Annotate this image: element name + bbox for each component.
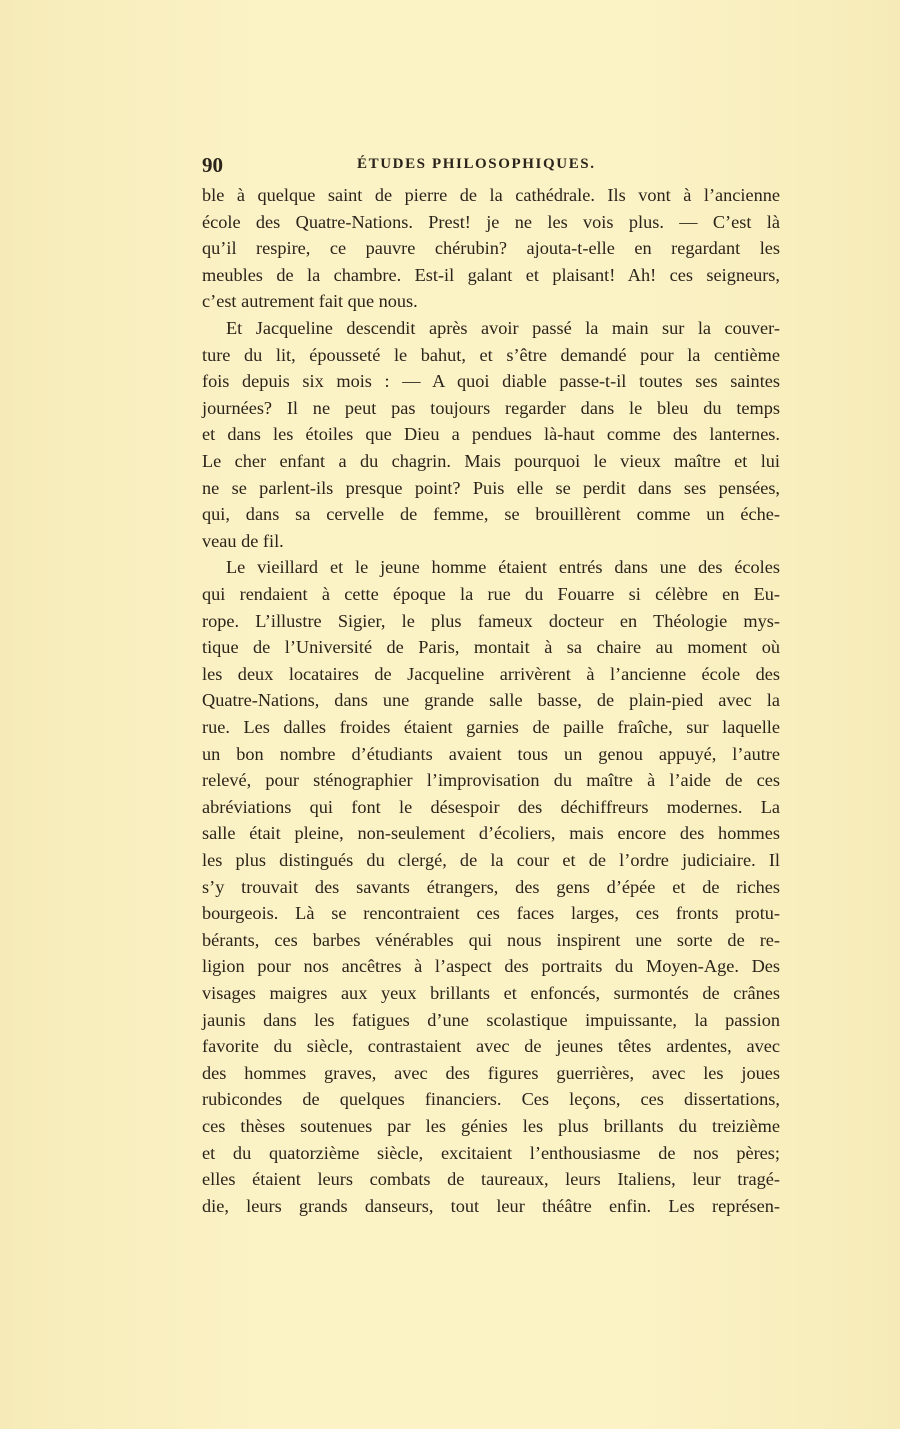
text-line: qui, dans sa cervelle de femme, se brouillèrent comme un éche- — [202, 504, 780, 525]
text-line: école des Quatre-Nations. Prest! je ne les vois plus. — C’est là — [202, 211, 780, 232]
text-line: Et Jacqueline descendit après avoir passé la main sur la couver- — [226, 318, 780, 338]
text-line: s’y trouvait des savants étrangers, des gens d’épée et de riches — [202, 876, 780, 897]
text-line: bourgeois. Là se rencontraient ces faces larges, ces fronts protu- — [202, 903, 780, 924]
text-line: des hommes graves, avec des figures guerrières, avec les joues — [202, 1062, 780, 1083]
text-line: salle était pleine, non-seulement d’écoliers, mais encore des hommes — [202, 823, 780, 844]
text-line: tique de l’Université de Paris, montait à sa chaire au moment où — [202, 637, 780, 658]
text-line: rue. Les dalles froides étaient garnies de paille fraîche, sur laquelle — [202, 717, 780, 737]
text-line: favorite du siècle, contrastaient avec de jeunes têtes ardentes, avec — [202, 1036, 780, 1057]
text-line: rubicondes de quelques financiers. Ces leçons, ces dissertations, — [202, 1089, 780, 1110]
text-line: journées? Il ne peut pas toujours regarder dans le bleu du temps — [202, 397, 780, 418]
text-line: et dans les étoiles que Dieu a pendues là-haut comme des lanternes. — [202, 424, 780, 445]
text-line: jaunis dans les fatigues d’une scolastique impuissante, la passion — [202, 1009, 780, 1030]
page-header — [202, 153, 780, 179]
text-line: qu’il respire, ce pauvre chérubin? ajouta-t-elle en regardant les — [202, 238, 780, 259]
text-line: ble à quelque saint de pierre de la cathédrale. Ils vont à l’ancienne — [202, 185, 780, 205]
running-title: ÉTUDES PHILOSOPHIQUES. — [357, 156, 596, 172]
text-line: Le cher enfant a du chagrin. Mais pourquoi le vieux maître et lui — [202, 451, 780, 471]
text-line: die, leurs grands danseurs, tout leur théâtre enfin. Les représen- — [202, 1195, 780, 1216]
text-line: ligion pour nos ancêtres à l’aspect des portraits du Moyen-Age. Des — [202, 956, 780, 977]
text-line: elles étaient leurs combats de taureaux, leurs Italiens, leur tragé- — [202, 1169, 780, 1190]
text-line: Quatre-Nations, dans une grande salle basse, de plain-pied avec la — [202, 690, 780, 711]
text-line: bérants, ces barbes vénérables qui nous inspirent une sorte de re- — [202, 929, 780, 950]
text-line: les plus distingués du clergé, de la cour et de l’ordre judiciaire. Il — [202, 850, 780, 870]
text-line: meubles de la chambre. Est-il galant et plaisant! Ah! ces seigneurs, — [202, 264, 780, 285]
text-line: ture du lit, épousseté le bahut, et s’être demandé pour la centième — [202, 344, 780, 365]
text-line: abréviations qui font le désespoir des déchiffreurs modernes. La — [202, 796, 780, 817]
text-line: qui rendaient à cette époque la rue du Fouarre si célèbre en Eu- — [202, 584, 780, 604]
text-line: et du quatorzième siècle, excitaient l’enthousiasme de nos pères; — [202, 1142, 780, 1163]
page-number: 90 — [202, 153, 223, 177]
text-line: visages maigres aux yeux brillants et enfoncés, surmontés de crânes — [202, 983, 780, 1003]
text-line: rope. L’illustre Sigier, le plus fameux docteur en Théologie mys- — [202, 610, 780, 631]
text-line: ne se parlent-ils presque point? Puis elle se perdit dans ses pensées, — [202, 477, 780, 498]
text-line: Le vieillard et le jeune homme étaient entrés dans une des écoles — [226, 557, 780, 578]
text-line: les deux locataires de Jacqueline arrivèrent à l’ancienne école des — [202, 663, 780, 684]
text-line: ces thèses soutenues par les génies les plus brillants du treizième — [202, 1116, 780, 1136]
text-line: un bon nombre d’étudiants avaient tous un genou appuyé, l’autre — [202, 743, 780, 764]
text-line: veau de fil. — [202, 530, 284, 551]
text-line: c’est autrement fait que nous. — [202, 291, 418, 312]
text-line: relevé, pour sténographier l’improvisation du maître à l’aide de ces — [202, 770, 780, 791]
text-line: fois depuis six mois : — A quoi diable passe-t-il toutes ses saintes — [202, 371, 780, 392]
